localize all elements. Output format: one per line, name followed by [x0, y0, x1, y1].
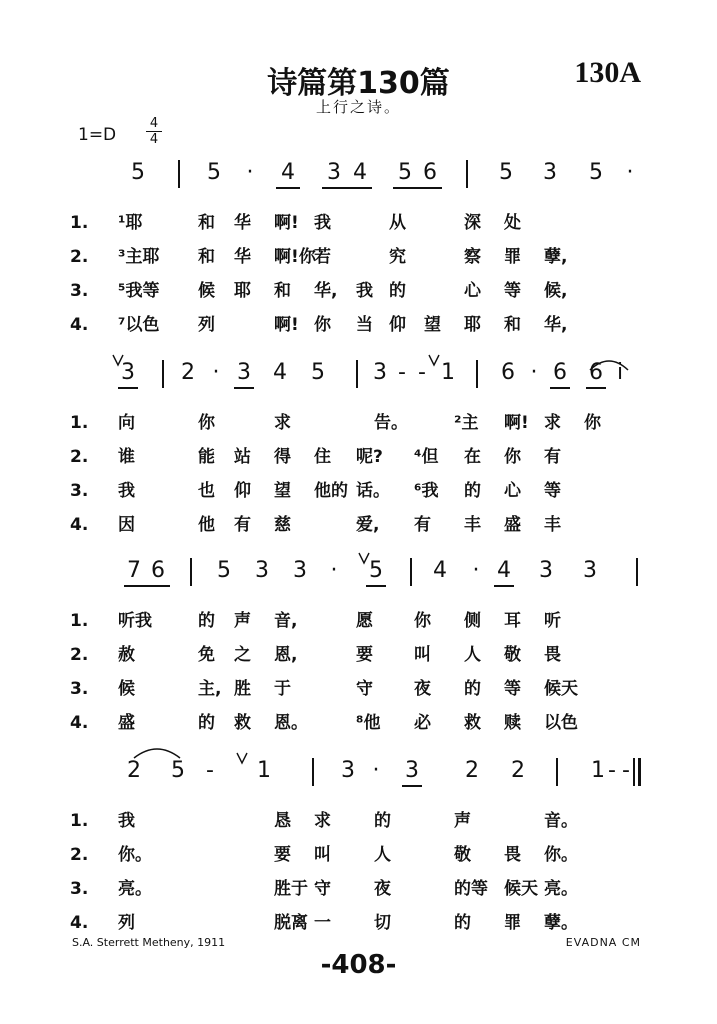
lyric-syllable: 亮。: [118, 879, 152, 899]
lyric-syllable: 话。: [356, 481, 390, 501]
lyric-syllable: 和: [274, 281, 291, 301]
lyric-syllable: 你。: [118, 845, 152, 865]
lyric-syllable: 处: [504, 213, 521, 233]
lyric-syllable: 敬: [504, 645, 521, 665]
note: -: [418, 360, 426, 385]
lyric-syllable: 切: [374, 913, 391, 933]
note: 5: [398, 160, 412, 185]
beam-underline: [322, 187, 372, 189]
lyric-syllable: 人: [464, 645, 481, 665]
time-signature: [146, 117, 162, 146]
note: ·: [472, 558, 480, 583]
lyric-syllable: 列: [118, 913, 135, 933]
lyric-syllable: 他的: [314, 481, 348, 501]
lyric-syllable: 啊!你: [274, 247, 316, 267]
lyric-syllable: 恩。: [274, 713, 308, 733]
lyric-syllable: ⁶我: [414, 481, 439, 501]
note: ·: [530, 360, 538, 385]
lyric-syllable: 罪: [504, 247, 521, 267]
lyric-syllable: 救: [464, 713, 481, 733]
hymn-number: 130A: [574, 56, 641, 89]
note: -: [608, 758, 616, 783]
lyric-syllable: 究: [389, 247, 406, 267]
lyric-syllable: 你: [414, 611, 431, 631]
note: 5: [589, 160, 603, 185]
lyric-syllable: 的等: [454, 879, 488, 899]
note: 7: [127, 558, 141, 583]
note: 5: [499, 160, 513, 185]
note: ·: [330, 558, 338, 583]
lyric-syllable: 等: [504, 281, 521, 301]
lyric-syllable: 必: [414, 713, 431, 733]
note: ·: [626, 160, 634, 185]
note: 6: [589, 360, 603, 385]
breath-mark-icon: [112, 354, 126, 366]
lyric-syllable: 脱离: [274, 913, 308, 933]
verse-number: 3.: [70, 679, 89, 699]
lyric-syllable: 你: [314, 315, 331, 335]
bar-line: [410, 558, 412, 586]
lyric-syllable: 华: [234, 213, 251, 233]
lyric-syllable: 告。: [374, 413, 408, 433]
lyric-syllable: 听: [544, 611, 561, 631]
bar-line: [190, 558, 192, 586]
lyric-syllable: 有: [544, 447, 561, 467]
note: -: [622, 758, 630, 783]
bar-line: [312, 758, 314, 786]
lyric-syllable: 深: [464, 213, 481, 233]
beam-underline: [402, 785, 422, 787]
lyric-syllable: 我: [118, 481, 135, 501]
lyric-syllable: 谁: [118, 447, 135, 467]
lyric-syllable: 仰: [234, 481, 251, 501]
lyric-syllable: 罪: [504, 913, 521, 933]
verse-number: 1.: [70, 413, 89, 433]
lyric-syllable: 在: [464, 447, 481, 467]
lyric-syllable: ⁸他: [356, 713, 381, 733]
note: 2: [127, 758, 141, 783]
lyric-syllable: 我: [314, 213, 331, 233]
bar-line: [636, 558, 638, 586]
note: 1: [257, 758, 271, 783]
note: ·: [212, 360, 220, 385]
lyric-syllable: 叫: [414, 645, 431, 665]
lyric-syllable: 耶: [234, 281, 251, 301]
lyric-syllable: 心: [504, 481, 521, 501]
note: ·: [246, 160, 254, 185]
note: 3: [293, 558, 307, 583]
note: 3: [543, 160, 557, 185]
verse-number: 2.: [70, 845, 89, 865]
key-signature: 1=D: [78, 125, 117, 145]
beam-underline: [550, 387, 570, 389]
lyric-syllable: 盛: [118, 713, 135, 733]
lyric-syllable: 望: [274, 481, 291, 501]
lyric-syllable: 和: [198, 247, 215, 267]
lyric-syllable: 要: [274, 845, 291, 865]
lyric-syllable: 一: [314, 913, 331, 933]
note: 4: [353, 160, 367, 185]
lyric-syllable: 等: [504, 679, 521, 699]
lyric-syllable: ⁵我等: [118, 281, 160, 301]
lyric-syllable: 的: [198, 713, 215, 733]
lyric-syllable: 叫: [314, 845, 331, 865]
beam-underline: [366, 585, 386, 587]
composer-credit: S.A. Sterrett Metheny, 1911: [72, 936, 226, 949]
verse-number: 1.: [70, 213, 89, 233]
lyric-syllable: 察: [464, 247, 481, 267]
lyric-syllable: 赎: [504, 713, 521, 733]
lyric-syllable: 也: [198, 481, 215, 501]
beam-underline: [118, 387, 138, 389]
lyric-syllable: 耶: [464, 315, 481, 335]
lyric-syllable: 华,: [544, 315, 568, 335]
lyric-syllable: ¹耶: [118, 213, 143, 233]
lyric-syllable: 你: [198, 413, 215, 433]
lyric-syllable: 孽。: [544, 913, 578, 933]
lyric-syllable: 声: [234, 611, 251, 631]
final-bar-line-thin: [633, 758, 635, 786]
verse-number: 1.: [70, 811, 89, 831]
lyric-syllable: 愿: [356, 611, 373, 631]
lyric-syllable: 守: [314, 879, 331, 899]
lyric-syllable: 向: [118, 413, 135, 433]
lyric-syllable: 听我: [118, 611, 152, 631]
lyric-syllable: 音。: [544, 811, 578, 831]
lyric-syllable: 呢?: [356, 447, 383, 467]
lyric-syllable: 胜于: [274, 879, 308, 899]
lyric-syllable: 心: [464, 281, 481, 301]
lyric-syllable: 华: [234, 247, 251, 267]
note: 5: [131, 160, 145, 185]
lyric-syllable: 胜: [234, 679, 251, 699]
beam-underline: [393, 187, 442, 189]
bar-line: [466, 160, 468, 188]
lyric-syllable: 等: [544, 481, 561, 501]
lyric-syllable: 我: [356, 281, 373, 301]
lyric-syllable: 你。: [544, 845, 578, 865]
verse-number: 2.: [70, 447, 89, 467]
hymn-title: 诗篇第130篇: [267, 66, 450, 101]
note: 6: [151, 558, 165, 583]
lyric-syllable: 恩,: [274, 645, 298, 665]
note: 3: [583, 558, 597, 583]
lyric-syllable: 的: [374, 811, 391, 831]
note: 2: [511, 758, 525, 783]
note: 4: [497, 558, 511, 583]
lyric-syllable: 人: [374, 845, 391, 865]
lyric-syllable: 列: [198, 315, 215, 335]
beam-underline: [234, 387, 254, 389]
note: ·: [372, 758, 380, 783]
lyric-syllable: 候: [118, 679, 135, 699]
note: 2: [465, 758, 479, 783]
lyric-syllable: 于: [274, 679, 291, 699]
lyric-syllable: ⁴但: [414, 447, 439, 467]
verse-number: 3.: [70, 481, 89, 501]
lyric-syllable: 侧: [464, 611, 481, 631]
note: 3: [237, 360, 251, 385]
beam-underline: [276, 187, 300, 189]
note: 3: [255, 558, 269, 583]
lyric-syllable: 你: [504, 447, 521, 467]
time-signature-bottom: 4: [149, 132, 159, 147]
note: 5: [217, 558, 231, 583]
note: -: [398, 360, 406, 385]
note: 2: [181, 360, 195, 385]
lyric-syllable: 求: [544, 413, 561, 433]
lyric-syllable: 恳: [274, 811, 291, 831]
note: 6: [501, 360, 515, 385]
lyric-syllable: 爱,: [356, 515, 380, 535]
lyric-syllable: 孽,: [544, 247, 568, 267]
time-signature-top: 4: [149, 116, 159, 131]
note: 3: [539, 558, 553, 583]
lyric-syllable: 耳: [504, 611, 521, 631]
lyric-syllable: 住: [314, 447, 331, 467]
note: 6: [423, 160, 437, 185]
lyric-syllable: 畏: [544, 645, 561, 665]
lyric-syllable: 因: [118, 515, 135, 535]
lyric-syllable: 赦: [118, 645, 135, 665]
lyric-syllable: 的: [454, 913, 471, 933]
note: 5: [171, 758, 185, 783]
note: 3: [405, 758, 419, 783]
lyric-syllable: 候: [198, 281, 215, 301]
note: 6: [553, 360, 567, 385]
lyric-syllable: 从: [389, 213, 406, 233]
lyric-syllable: 的: [389, 281, 406, 301]
lyric-syllable: 的: [464, 679, 481, 699]
lyric-syllable: 声: [454, 811, 471, 831]
lyric-syllable: 亮。: [544, 879, 578, 899]
verse-number: 4.: [70, 515, 89, 535]
note: 4: [433, 558, 447, 583]
breath-mark-icon: [428, 354, 442, 366]
lyric-syllable: 的: [464, 481, 481, 501]
verse-number: 4.: [70, 913, 89, 933]
note: i: [616, 360, 624, 385]
lyric-syllable: 当: [356, 315, 373, 335]
lyric-syllable: 慈: [274, 515, 291, 535]
lyric-syllable: 主,: [198, 679, 222, 699]
beam-underline: [124, 585, 170, 587]
lyric-syllable: 华,: [314, 281, 338, 301]
verse-number: 1.: [70, 611, 89, 631]
lyric-syllable: 丰: [544, 515, 561, 535]
lyric-syllable: 站: [234, 447, 251, 467]
note: 3: [327, 160, 341, 185]
lyric-syllable: 他: [198, 515, 215, 535]
lyric-syllable: ²主: [454, 413, 479, 433]
note: -: [206, 758, 214, 783]
lyric-syllable: 候天: [504, 879, 538, 899]
final-bar-line: [638, 758, 641, 786]
lyric-syllable: 敬: [454, 845, 471, 865]
lyric-syllable: 免: [198, 645, 215, 665]
hymn-subtitle: 上行之诗。: [315, 98, 401, 116]
verse-number: 4.: [70, 315, 89, 335]
lyric-syllable: 夜: [374, 879, 391, 899]
lyric-syllable: 望: [424, 315, 441, 335]
lyric-syllable: 有: [414, 515, 431, 535]
lyric-syllable: 啊!: [274, 315, 299, 335]
verse-number: 4.: [70, 713, 89, 733]
note: 4: [281, 160, 295, 185]
bar-line: [356, 360, 358, 388]
note: 5: [311, 360, 325, 385]
lyric-syllable: 的: [198, 611, 215, 631]
lyric-syllable: 音,: [274, 611, 298, 631]
note: 3: [121, 360, 135, 385]
bar-line: [556, 758, 558, 786]
lyric-syllable: 要: [356, 645, 373, 665]
lyric-syllable: 求: [314, 811, 331, 831]
lyric-syllable: 求: [274, 413, 291, 433]
lyric-syllable: 畏: [504, 845, 521, 865]
lyric-syllable: 丰: [464, 515, 481, 535]
note: 1: [591, 758, 605, 783]
bar-line: [476, 360, 478, 388]
lyric-syllable: 仰: [389, 315, 406, 335]
note: 4: [273, 360, 287, 385]
lyric-syllable: 守: [356, 679, 373, 699]
lyric-syllable: 和: [504, 315, 521, 335]
note: 5: [369, 558, 383, 583]
lyric-syllable: 得: [274, 447, 291, 467]
lyric-syllable: ³主耶: [118, 247, 160, 267]
lyric-syllable: 你: [584, 413, 601, 433]
note: 1: [441, 360, 455, 385]
verse-number: 2.: [70, 247, 89, 267]
lyric-syllable: 盛: [504, 515, 521, 535]
lyric-syllable: 啊!: [504, 413, 529, 433]
lyric-syllable: 救: [234, 713, 251, 733]
lyric-syllable: 以色: [544, 713, 578, 733]
verse-number: 3.: [70, 879, 89, 899]
beam-underline: [586, 387, 606, 389]
lyric-syllable: 若: [314, 247, 331, 267]
lyric-syllable: 我: [118, 811, 135, 831]
lyric-syllable: 之: [234, 645, 251, 665]
lyric-syllable: 和: [198, 213, 215, 233]
note: 3: [373, 360, 387, 385]
beam-underline: [494, 585, 514, 587]
lyric-syllable: 夜: [414, 679, 431, 699]
page-number: -408-: [320, 950, 397, 980]
verse-number: 3.: [70, 281, 89, 301]
tune-name: EVADNA CM: [565, 936, 641, 949]
breath-mark-icon: [358, 552, 372, 564]
lyric-syllable: 啊!: [274, 213, 299, 233]
lyric-syllable: ⁷以色: [118, 315, 160, 335]
verse-number: 2.: [70, 645, 89, 665]
bar-line: [162, 360, 164, 388]
note: 5: [207, 160, 221, 185]
lyric-syllable: 有: [234, 515, 251, 535]
lyric-syllable: 能: [198, 447, 215, 467]
breath-mark-icon: [236, 752, 250, 764]
lyric-syllable: 候天: [544, 679, 578, 699]
lyric-syllable: 候,: [544, 281, 568, 301]
note: 3: [341, 758, 355, 783]
bar-line: [178, 160, 180, 188]
